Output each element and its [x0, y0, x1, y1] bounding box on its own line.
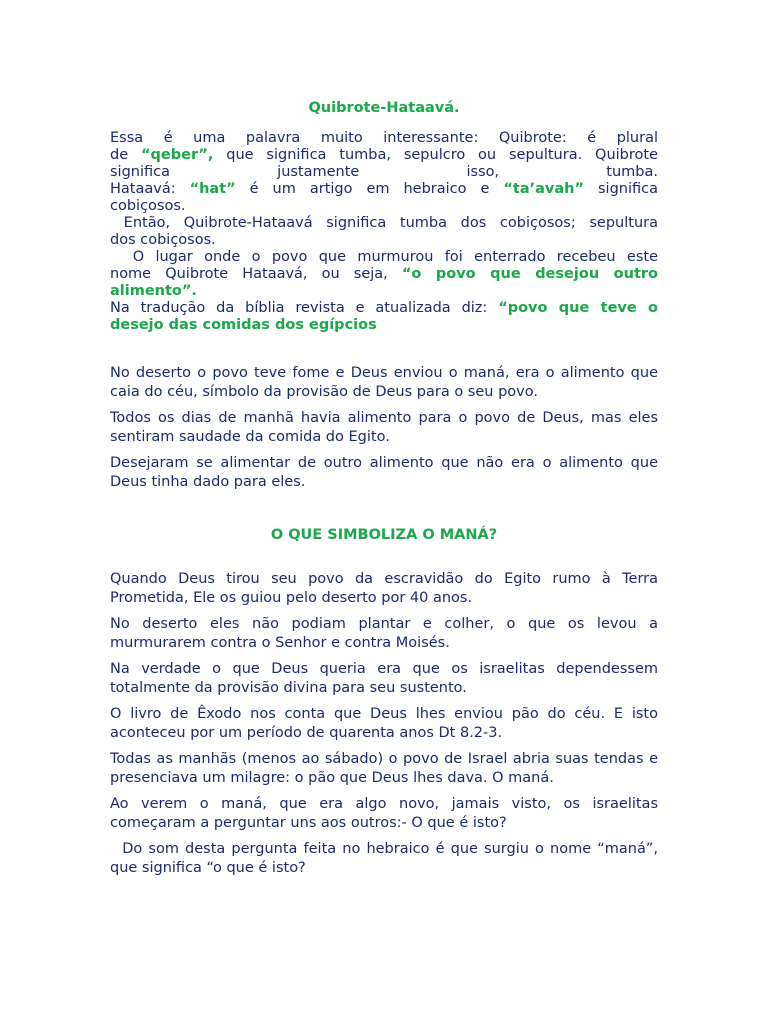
- intro-line-12: desejo das comidas dos egípcios: [110, 317, 377, 333]
- paragraph: Na verdade o que Deus queria era que os israelitas dependessem totalmente da provisão divina para seu sustento.: [110, 661, 658, 696]
- paragraph: No deserto eles não podiam plantar e colher, o que os levou a murmurarem contra o Senhor e contra Moisés.: [110, 616, 658, 651]
- paragraph: Desejaram se alimentar de outro alimento que não era o alimento que Deus tinha dado para eles.: [110, 455, 658, 490]
- intro-text: de: [110, 147, 141, 163]
- intro-text: Na tradução da bíblia revista e atualizada diz:: [110, 300, 499, 316]
- paragraph: O livro de Êxodo nos conta que Deus lhes enviou pão do céu. E isto aconteceu por um período de quarenta anos Dt 8.2-3.: [110, 706, 658, 741]
- intro-line-5: cobiçosos.: [110, 198, 186, 214]
- paragraph: Ao verem o maná, que era algo novo, jamais visto, os israelitas começaram a perguntar uns aos outros:- O que é isto?: [110, 796, 658, 831]
- intro-block: [110, 130, 658, 334]
- intro-line-10: alimento”.: [110, 283, 197, 299]
- document-page: [110, 100, 663, 877]
- intro-line-3: significa justamente isso, tumba.: [110, 164, 658, 180]
- intro-text: nome Quibrote Hataavá, ou seja,: [110, 266, 402, 282]
- section-title: O QUE SIMBOLIZA O MANÁ?: [270, 527, 498, 543]
- intro-line-11: [110, 300, 658, 317]
- intro-text: Hataavá:: [110, 181, 190, 197]
- highlight-hat: “hat”: [189, 181, 236, 197]
- intro-line-6: Então, Quibrote-Hataavá significa tumba dos cobiçosos; sepultura: [110, 215, 658, 231]
- document-title: Quibrote-Hataavá.: [308, 100, 460, 116]
- intro-text: significa: [584, 181, 659, 197]
- highlight-taavah: “ta’avah”: [503, 181, 585, 197]
- paragraph: Quando Deus tirou seu povo da escravidão do Egito rumo à Terra Prometida, Ele os guiou pelo deserto por 40 anos.: [110, 571, 658, 606]
- highlight-povo-desejou: “o povo que desejou outro: [401, 266, 658, 282]
- intro-line-8: O lugar onde o povo que murmurou foi enterrado recebeu este: [110, 249, 658, 265]
- intro-text: que significa tumba, sepulcro ou sepultura. Quibrote: [213, 147, 659, 163]
- intro-line-4: [110, 181, 658, 198]
- paragraph: Todas as manhãs (menos ao sábado) o povo de Israel abria suas tendas e presenciava um milagre: o pão que Deus lhes dava. O maná.: [110, 751, 658, 786]
- paragraph: No deserto o povo teve fome e Deus enviou o maná, era o alimento que caia do céu, símbolo da provisão de Deus para o seu povo.: [110, 365, 658, 400]
- highlight-qeber: “qeber”,: [140, 147, 214, 163]
- paragraph: Todos os dias de manhã havia alimento para o povo de Deus, mas eles sentiram saudade da comida do Egito.: [110, 410, 658, 445]
- intro-line-2: [110, 147, 658, 164]
- intro-text: é um artigo em hebraico e: [235, 181, 504, 197]
- intro-line-7: dos cobiçosos.: [110, 232, 216, 248]
- highlight-povo-teve: “povo que teve o: [498, 300, 658, 316]
- intro-line-1: Essa é uma palavra muito interessante: Quibrote: é plural: [110, 130, 658, 146]
- intro-line-9: [110, 266, 658, 283]
- paragraph: Do som desta pergunta feita no hebraico é que surgiu o nome “maná”, que significa “o que é isto?: [110, 841, 663, 876]
